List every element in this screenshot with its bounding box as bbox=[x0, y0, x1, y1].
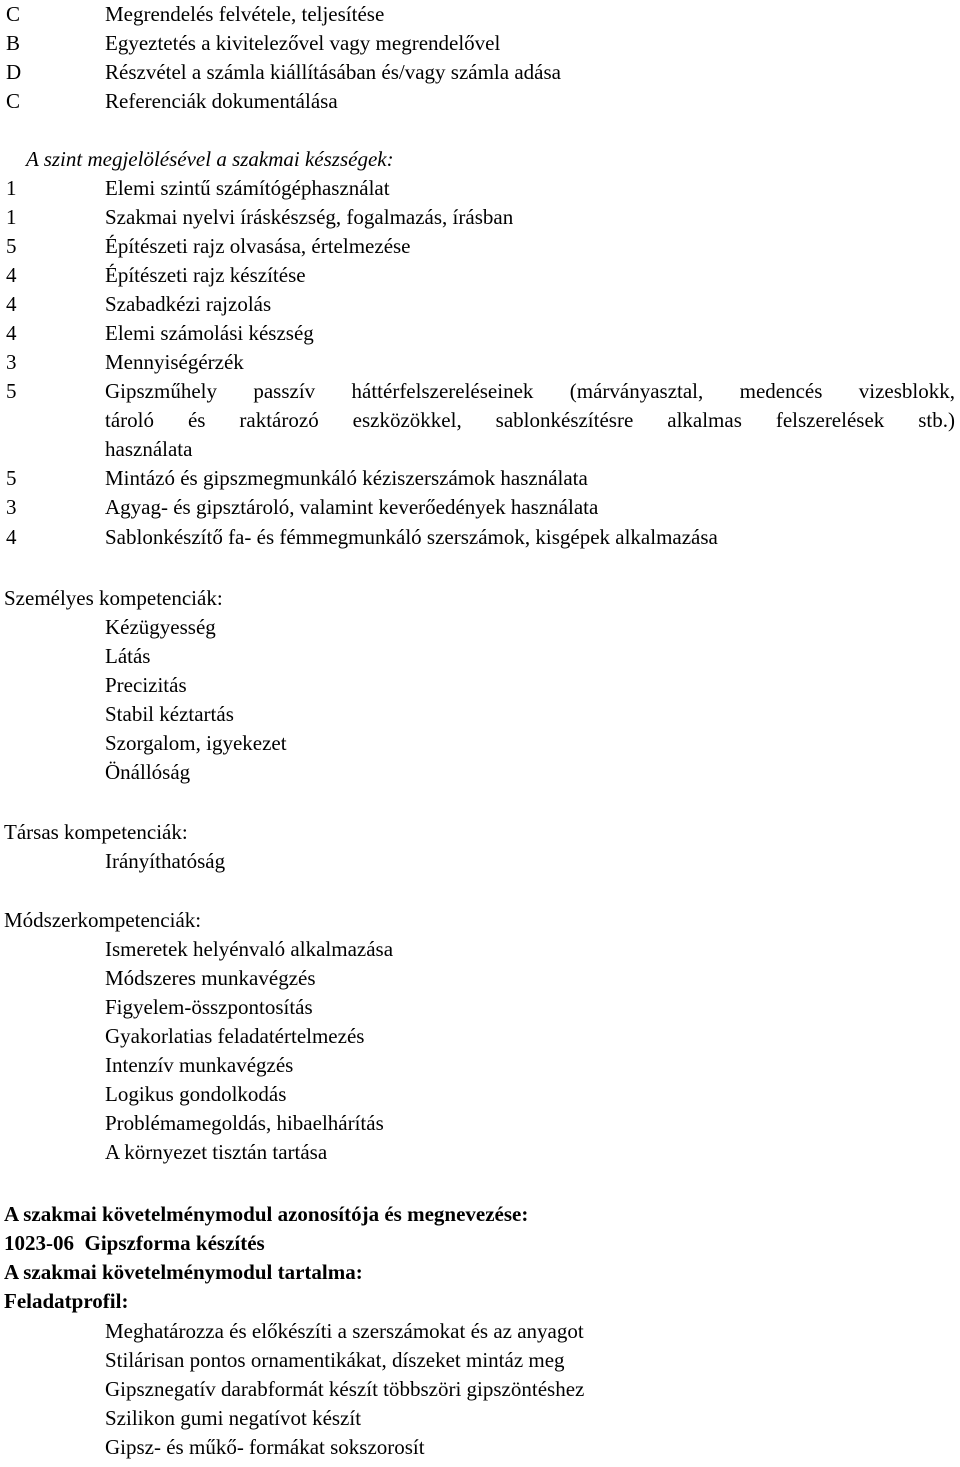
skill-level: 4 bbox=[6, 321, 17, 345]
method-heading: Módszerkompetenciák: bbox=[4, 908, 202, 932]
item-code: B bbox=[6, 31, 21, 55]
personal-item: Precizitás bbox=[105, 673, 187, 697]
item-text: Részvétel a számla kiállításában és/vagy számla adása bbox=[105, 60, 561, 84]
skill-text: Szakmai nyelvi íráskészség, fogalmazás, írásban bbox=[105, 205, 514, 229]
method-item: Gyakorlatias feladatértelmezés bbox=[105, 1024, 365, 1048]
method-item: Módszeres munkavégzés bbox=[105, 966, 316, 990]
module-id-heading: A szakmai követelménymodul azonosítója és megnevezése: bbox=[4, 1202, 529, 1226]
skill-level: 4 bbox=[6, 292, 17, 316]
method-item: A környezet tisztán tartása bbox=[105, 1140, 328, 1164]
item-text: Megrendelés felvétele, teljesítése bbox=[105, 2, 385, 26]
skill-level: 1 bbox=[6, 205, 17, 229]
module-id: 1023-06 Gipszforma készítés bbox=[4, 1231, 265, 1255]
personal-item: Látás bbox=[105, 644, 151, 668]
method-item: Ismeretek helyénvaló alkalmazása bbox=[105, 937, 394, 961]
skill-text: Mintázó és gipszmegmunkáló kéziszerszámok használata bbox=[105, 466, 588, 490]
skill-level: 5 bbox=[6, 379, 17, 403]
item-text: Referenciák dokumentálása bbox=[105, 89, 338, 113]
skill-level: 1 bbox=[6, 176, 17, 200]
skill-text: Építészeti rajz olvasása, értelmezése bbox=[105, 234, 411, 258]
skills-heading: A szint megjelölésével a szakmai készségek: bbox=[26, 147, 394, 171]
social-item: Irányíthatóság bbox=[105, 849, 226, 873]
item-code: C bbox=[6, 89, 21, 113]
personal-heading: Személyes kompetenciák: bbox=[4, 586, 223, 610]
personal-item: Önállóság bbox=[105, 760, 191, 784]
personal-item: Szorgalom, igyekezet bbox=[105, 731, 287, 755]
skill-text: Elemi számolási készség bbox=[105, 321, 314, 345]
skill-text: Építészeti rajz készítése bbox=[105, 263, 306, 287]
item-code: C bbox=[6, 2, 21, 26]
personal-item: Kézügyesség bbox=[105, 615, 216, 639]
skill-text: Szabadkézi rajzolás bbox=[105, 292, 272, 316]
skill-text: Sablonkészítő fa- és fémmegmunkáló szerszámok, kisgépek alkalmazása bbox=[105, 525, 718, 549]
skill-level: 4 bbox=[6, 525, 17, 549]
skill-level: 5 bbox=[6, 466, 17, 490]
method-item: Logikus gondolkodás bbox=[105, 1082, 287, 1106]
skill-text-line-3: használata bbox=[105, 437, 193, 461]
module-content-heading: A szakmai követelménymodul tartalma: bbox=[4, 1260, 363, 1284]
skill-text-line-2: tároló és raktározó eszközökkel, sablonkészítésre alkalmas felszerelések stb.) bbox=[105, 408, 955, 432]
profile-item: Stilárisan pontos ornamentikákat, díszeket mintáz meg bbox=[105, 1348, 565, 1372]
profile-heading: Feladatprofil: bbox=[4, 1289, 129, 1313]
skill-text-line-1: Gipszműhely passzív háttérfelszereléseinek (márványasztal, medencés vizesblokk, bbox=[105, 379, 955, 403]
method-item: Problémamegoldás, hibaelhárítás bbox=[105, 1111, 384, 1135]
profile-item: Szilikon gumi negatívot készít bbox=[105, 1406, 362, 1430]
method-item: Figyelem-összpontosítás bbox=[105, 995, 313, 1019]
skill-text: Mennyiségérzék bbox=[105, 350, 244, 374]
social-heading: Társas kompetenciák: bbox=[4, 820, 188, 844]
skill-level: 5 bbox=[6, 234, 17, 258]
skill-level: 3 bbox=[6, 350, 17, 374]
item-code: D bbox=[6, 60, 22, 84]
skill-text: Elemi szintű számítógéphasználat bbox=[105, 176, 390, 200]
profile-item: Gipsznegatív darabformát készít többszöri gipszöntéshez bbox=[105, 1377, 585, 1401]
profile-item: Gipsz- és műkő- formákat sokszorosít bbox=[105, 1435, 425, 1459]
skill-level: 3 bbox=[6, 495, 17, 519]
method-item: Intenzív munkavégzés bbox=[105, 1053, 294, 1077]
item-text: Egyeztetés a kivitelezővel vagy megrendelővel bbox=[105, 31, 501, 55]
skill-level: 4 bbox=[6, 263, 17, 287]
profile-item: Meghatározza és előkészíti a szerszámokat és az anyagot bbox=[105, 1319, 584, 1343]
skill-text: Agyag- és gipsztároló, valamint keverőedények használata bbox=[105, 495, 599, 519]
personal-item: Stabil kéztartás bbox=[105, 702, 234, 726]
